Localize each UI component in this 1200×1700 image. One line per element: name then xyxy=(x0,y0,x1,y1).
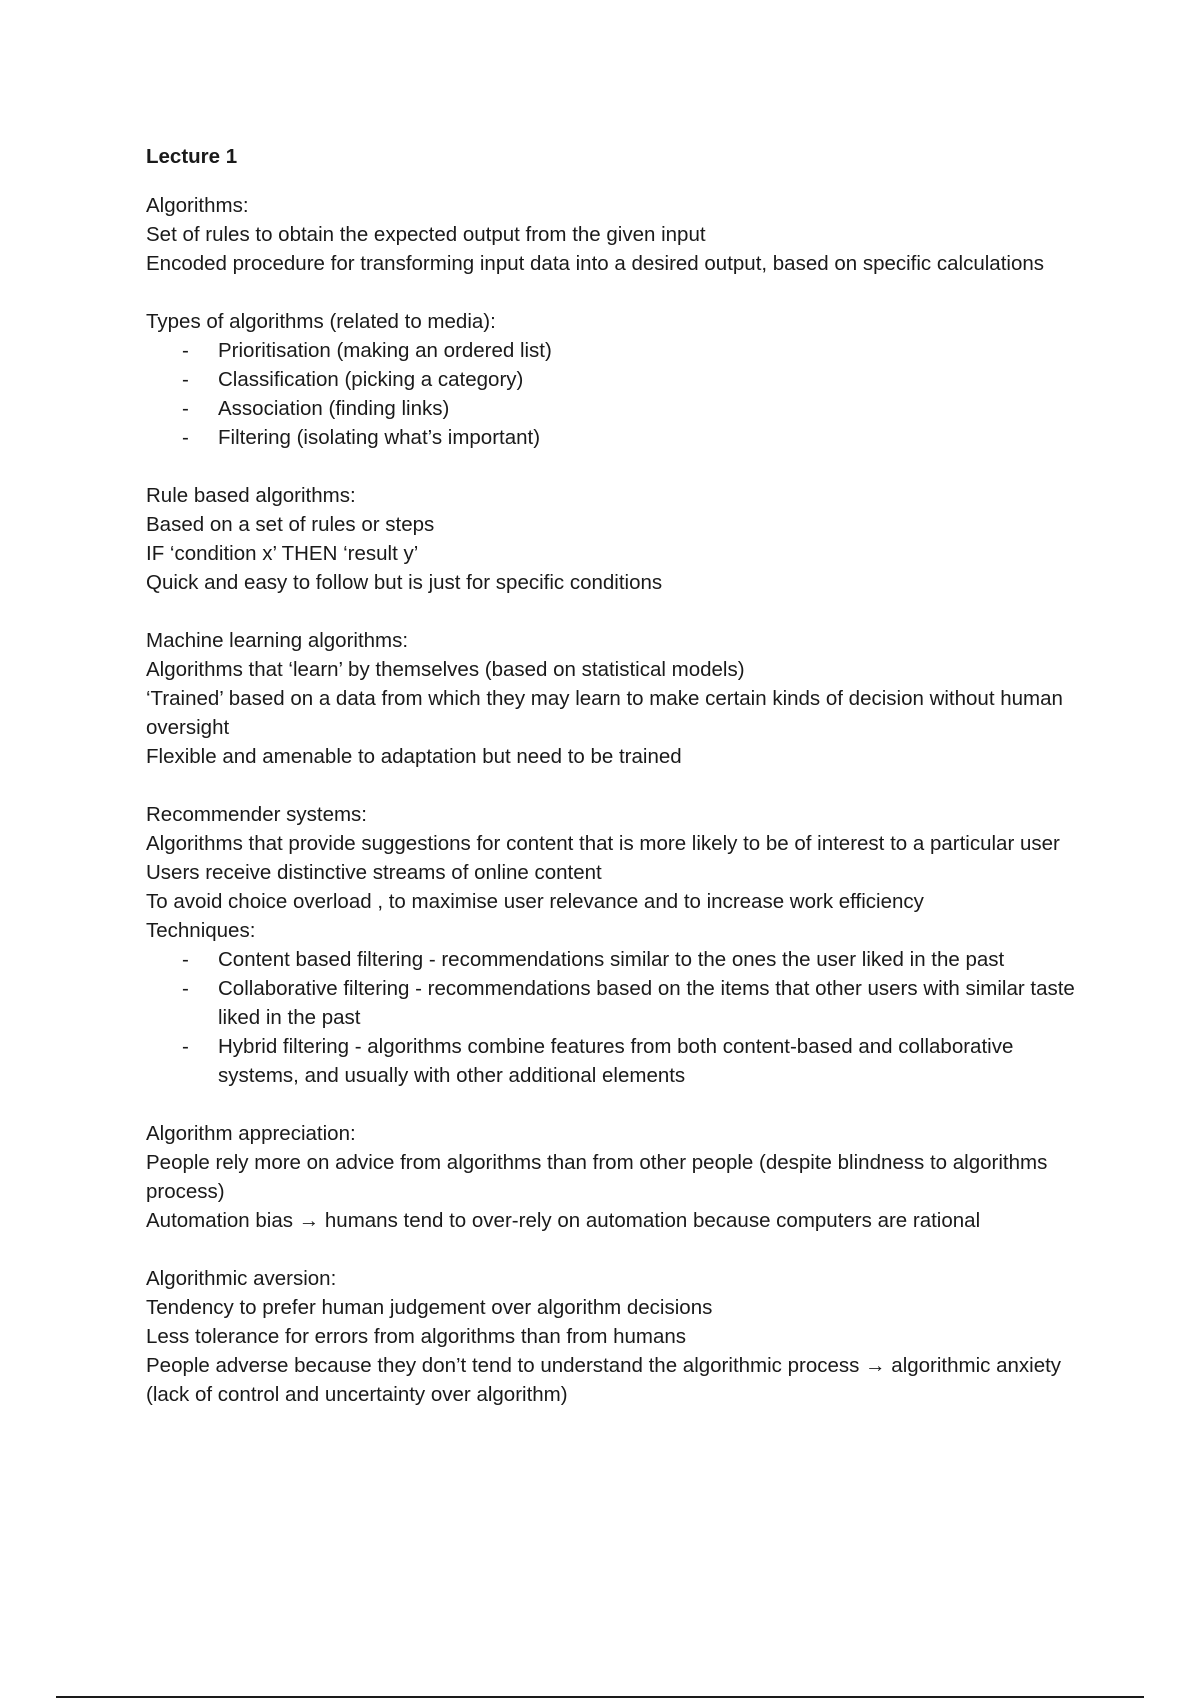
text-line: ‘Trained’ based on a data from which they may learn to make certain kinds of decision without human oversight xyxy=(146,687,1063,739)
text-line: IF ‘condition x’ THEN ‘result y’ xyxy=(146,542,419,565)
section-algorithmic-aversion xyxy=(146,1264,1096,1409)
section-heading: Rule based algorithms: xyxy=(146,484,356,507)
document-page xyxy=(146,142,1096,1409)
text-line: People rely more on advice from algorithms than from other people (despite blindness to algorithms process) xyxy=(146,1151,1048,1203)
text-line: Algorithms that provide suggestions for content that is more likely to be of interest to a particular user xyxy=(146,832,1060,855)
text-line: Quick and easy to follow but is just for specific conditions xyxy=(146,571,663,594)
list-item: - Prioritisation (making an ordered list) xyxy=(218,336,1096,365)
section-heading: Recommender systems: xyxy=(146,803,368,826)
text-line: Less tolerance for errors from algorithms than from humans xyxy=(146,1325,687,1348)
section-rule-based-algorithms xyxy=(146,481,1096,597)
text-line: Algorithms that ‘learn’ by themselves (based on statistical models) xyxy=(146,658,745,681)
section-heading: Machine learning algorithms: xyxy=(146,629,409,652)
list-item: - Collaborative filtering - recommendations based on the items that other users with similar taste liked in the past xyxy=(218,974,1096,1032)
text-line: Based on a set of rules or steps xyxy=(146,513,435,536)
section-types-of-algorithms xyxy=(146,307,1096,452)
page-title: Lecture 1 xyxy=(146,145,238,168)
text-line: Tendency to prefer human judgement over algorithm decisions xyxy=(146,1296,713,1319)
section-machine-learning xyxy=(146,626,1096,771)
text-line: Flexible and amenable to adaptation but need to be trained xyxy=(146,745,682,768)
bullet-list xyxy=(146,945,1096,1090)
list-item: - Content based filtering - recommendations similar to the ones the user liked in the past xyxy=(218,945,1096,974)
text-line: Encoded procedure for transforming input data into a desired output, based on specific calculations xyxy=(146,252,1044,275)
text-line: Set of rules to obtain the expected output from the given input xyxy=(146,223,706,246)
section-recommender-systems xyxy=(146,800,1096,1090)
section-heading: Algorithm appreciation: xyxy=(146,1122,356,1145)
text-line: Techniques: xyxy=(146,919,256,942)
section-algorithms xyxy=(146,191,1096,278)
section-algorithm-appreciation xyxy=(146,1119,1096,1235)
footer-rule xyxy=(56,1696,1144,1698)
list-item: - Association (finding links) xyxy=(218,394,1096,423)
list-item: - Hybrid filtering - algorithms combine features from both content-based and collaborative systems, and usually with other additional elements xyxy=(218,1032,1096,1090)
section-heading: Algorithms: xyxy=(146,194,249,217)
text-line: Automation bias → humans tend to over-rely on automation because computers are rational xyxy=(146,1209,981,1232)
text-line: People adverse because they don’t tend to understand the algorithmic process → algorithmic anxiety (lack of control and uncertainty over algorithm) xyxy=(146,1354,1062,1406)
section-heading: Algorithmic aversion: xyxy=(146,1267,337,1290)
bullet-list xyxy=(146,336,1096,452)
text-line: Users receive distinctive streams of online content xyxy=(146,861,602,884)
list-item: - Classification (picking a category) xyxy=(218,365,1096,394)
list-item: - Filtering (isolating what’s important) xyxy=(218,423,1096,452)
text-line: To avoid choice overload , to maximise user relevance and to increase work efficiency xyxy=(146,890,924,913)
section-heading: Types of algorithms (related to media): xyxy=(146,310,496,333)
